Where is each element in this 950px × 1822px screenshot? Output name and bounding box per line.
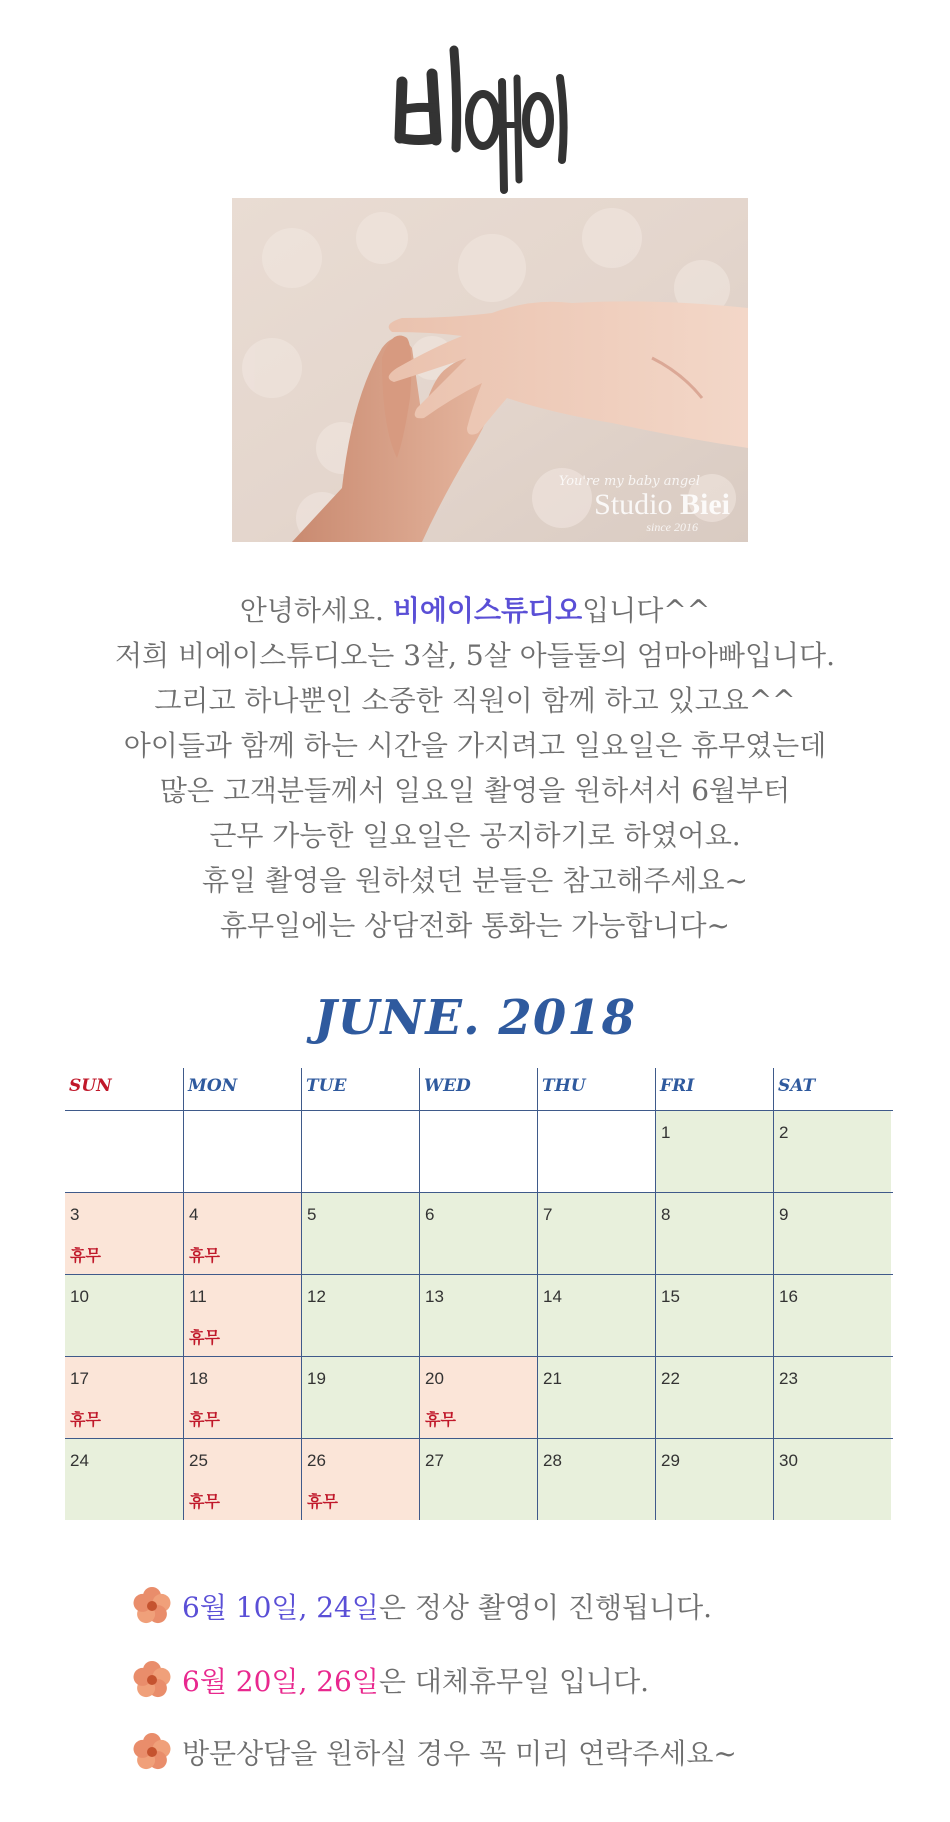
calendar-day-13: [419, 1275, 537, 1356]
day-off-label: 휴무: [70, 1246, 101, 1265]
calendar-week-row: [65, 1439, 893, 1520]
calendar-week-row: [65, 1193, 893, 1275]
intro-line-5: 많은 고객분들께서 일요일 촬영을 원하셔서 6월부터: [159, 774, 791, 807]
day-number: 8: [661, 1205, 671, 1224]
calendar-day-20: [419, 1357, 537, 1438]
watermark-brand: [594, 488, 730, 522]
calendar-grid: [65, 1068, 893, 1520]
day-number: 19: [307, 1369, 326, 1388]
calendar-day-26: [301, 1439, 419, 1520]
note-2-rest: 은 대체휴무일 입니다.: [378, 1665, 650, 1698]
day-number: 26: [307, 1451, 326, 1470]
calendar-day-24: [65, 1439, 183, 1520]
day-number: 16: [779, 1287, 798, 1306]
calendar-weekday-header: [65, 1068, 893, 1111]
day-number: 2: [779, 1123, 789, 1142]
calendar-day-12: [301, 1275, 419, 1356]
note-1-dates: 6월 10일, 24일: [182, 1591, 379, 1624]
day-number: 4: [189, 1205, 199, 1224]
calendar-day-17: [65, 1357, 183, 1438]
day-number: 24: [70, 1451, 89, 1470]
intro-line-4: 아이들과 함께 하는 시간을 가지려고 일요일은 휴무였는데: [123, 729, 827, 762]
calendar-day-2: [773, 1111, 891, 1192]
calendar-day-11: [183, 1275, 301, 1356]
calendar-day-6: [419, 1193, 537, 1274]
day-off-label: 휴무: [189, 1492, 220, 1511]
baby-hands-photo: [232, 198, 748, 542]
day-number: 9: [779, 1205, 789, 1224]
day-number: 18: [189, 1369, 208, 1388]
note-2-dates: 6월 20일, 26일: [182, 1665, 379, 1698]
calendar-day-4: [183, 1193, 301, 1274]
calendar-day-1: [655, 1111, 773, 1192]
intro-line-8: 휴무일에는 상담전화 통화는 가능합니다~: [220, 909, 730, 942]
calendar-week-row: [65, 1111, 893, 1193]
day-number: 15: [661, 1287, 680, 1306]
intro-line-2: 저희 비에이스튜디오는 3살, 5살 아들둘의 엄마아빠입니다.: [114, 639, 836, 672]
calendar-day-19: [301, 1357, 419, 1438]
watermark-biei: Biei: [680, 488, 730, 521]
intro-greeting: 안녕하세요.: [239, 594, 393, 627]
watermark-studio: Studio: [594, 488, 673, 521]
weekday-sat: SAT: [773, 1068, 891, 1110]
day-number: 30: [779, 1451, 798, 1470]
weekday-wed: WED: [419, 1068, 537, 1110]
weekday-mon: MON: [183, 1068, 301, 1110]
day-number: 22: [661, 1369, 680, 1388]
calendar-title: JUNE. 2018: [313, 990, 637, 1046]
day-number: 27: [425, 1451, 444, 1470]
day-number: 20: [425, 1369, 444, 1388]
weekday-fri: FRI: [655, 1068, 773, 1110]
intro-line-3: 그리고 하나뿐인 소중한 직원이 함께 하고 있고요^^: [154, 684, 796, 717]
day-off-label: 휴무: [425, 1410, 456, 1429]
calendar-day-3: [65, 1193, 183, 1274]
studio-name-highlight: 비에이스튜디오: [392, 594, 583, 627]
day-off-label: 휴무: [189, 1246, 220, 1265]
day-number: 17: [70, 1369, 89, 1388]
day-number: 5: [307, 1205, 317, 1224]
calendar-day-empty: [65, 1111, 183, 1192]
calendar-day-7: [537, 1193, 655, 1274]
note-1-text: [182, 1586, 712, 1626]
calendar-day-27: [419, 1439, 537, 1520]
note-3-text: 방문상담을 원하실 경우 꼭 미리 연락주세요~: [182, 1737, 737, 1770]
day-number: 7: [543, 1205, 553, 1224]
day-number: 11: [189, 1287, 207, 1306]
note-1-rest: 은 정상 촬영이 진행됩니다.: [378, 1591, 713, 1624]
day-off-label: 휴무: [307, 1492, 338, 1511]
day-number: 3: [70, 1205, 80, 1224]
day-off-label: 휴무: [189, 1410, 220, 1429]
intro-line-1: [0, 588, 950, 633]
calendar-day-25: [183, 1439, 301, 1520]
day-off-label: 휴무: [189, 1328, 220, 1347]
calendar-day-29: [655, 1439, 773, 1520]
intro-message: [0, 588, 950, 948]
calendar-day-30: [773, 1439, 891, 1520]
calendar-day-15: [655, 1275, 773, 1356]
intro-line-7: 휴일 촬영을 원하셨던 분들은 참고해주세요~: [202, 864, 748, 897]
calendar-day-empty: [419, 1111, 537, 1192]
day-number: 29: [661, 1451, 680, 1470]
day-number: 23: [779, 1369, 798, 1388]
weekday-sun: SUN: [69, 1076, 112, 1096]
calendar-day-empty: [537, 1111, 655, 1192]
calendar-day-5: [301, 1193, 419, 1274]
watermark-since: since 2016: [646, 520, 698, 534]
day-number: 25: [189, 1451, 208, 1470]
day-number: 10: [70, 1287, 89, 1306]
day-off-label: 휴무: [70, 1410, 101, 1429]
calendar-day-16: [773, 1275, 891, 1356]
calendar-day-21: [537, 1357, 655, 1438]
intro-line-6: 근무 가능한 일요일은 공지하기로 하였어요.: [209, 819, 741, 852]
calendar-day-14: [537, 1275, 655, 1356]
calendar-day-22: [655, 1357, 773, 1438]
calendar-day-23: [773, 1357, 891, 1438]
note-visit-consultation: [130, 1730, 737, 1774]
flower-icon: [130, 1584, 174, 1628]
day-number: 14: [543, 1287, 562, 1306]
note-substitute-holiday: [130, 1658, 649, 1702]
day-number: 28: [543, 1451, 562, 1470]
note-2-text: [182, 1660, 649, 1700]
note-normal-shooting: [130, 1584, 712, 1628]
day-number: 6: [425, 1205, 435, 1224]
day-number: 12: [307, 1287, 326, 1306]
studio-logo: [380, 30, 580, 195]
calendar-day-18: [183, 1357, 301, 1438]
intro-greeting-end: 입니다^^: [582, 594, 711, 627]
weekday-tue: TUE: [301, 1068, 419, 1110]
calendar-day-10: [65, 1275, 183, 1356]
calendar-day-empty: [301, 1111, 419, 1192]
watermark-tagline: You're my baby angel: [558, 474, 700, 489]
calendar-week-row: [65, 1275, 893, 1357]
flower-icon: [130, 1730, 174, 1774]
day-number: 21: [543, 1369, 562, 1388]
flower-icon: [130, 1658, 174, 1702]
calendar-day-9: [773, 1193, 891, 1274]
calendar-day-28: [537, 1439, 655, 1520]
calendar-day-empty: [183, 1111, 301, 1192]
calendar-week-row: [65, 1357, 893, 1439]
day-number: 1: [661, 1123, 671, 1142]
calendar-day-8: [655, 1193, 773, 1274]
weekday-thu: THU: [537, 1068, 655, 1110]
day-number: 13: [425, 1287, 444, 1306]
